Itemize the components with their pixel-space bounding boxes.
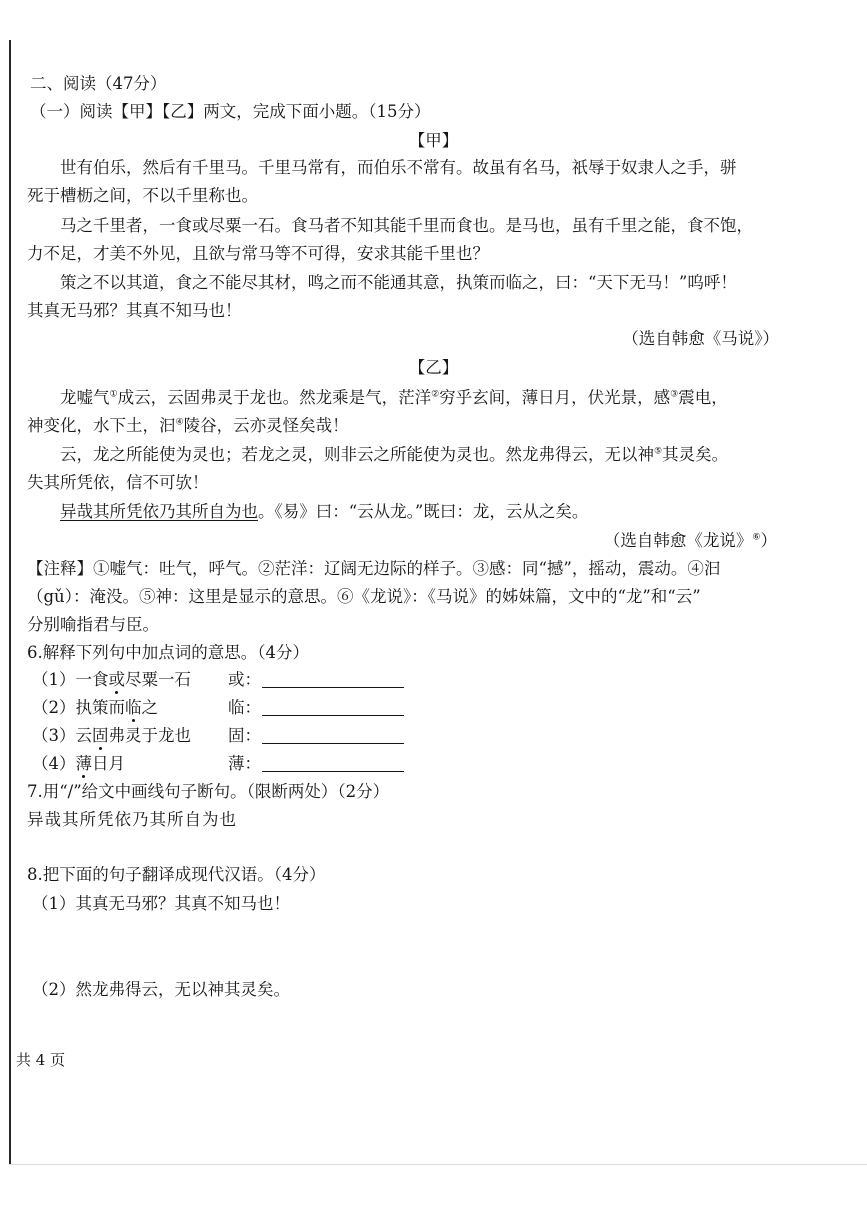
part-intro: （一）阅读【甲】【乙】两文，完成下面小题。（15分）	[30, 102, 431, 121]
jia-paragraph3-line1: 策之不以其道，食之不能尽其材，鸣之而不能通其意，执策而临之，曰：“天下无马！”呜呼！	[60, 273, 737, 292]
notes-line3: 分别喻指君与臣。	[27, 615, 159, 634]
section-title: 二、阅读（47分）	[30, 74, 167, 93]
footnote-marker: ④	[175, 417, 184, 428]
answer-blank-4[interactable]	[262, 771, 404, 772]
yi-paragraph2-line1: 云，龙之所能使为灵也；若龙之灵，则非云之所能使为灵也。然龙弗得云，无以神⑤其灵矣。	[60, 445, 729, 464]
dotted-word: 或	[108, 670, 125, 689]
question7-sentence: 异哉其所凭依乃其所自为也	[27, 810, 237, 829]
jia-paragraph2-line2: 力不足，才美不外见，且欲与常马等不可得，安求其能千里也？	[27, 244, 489, 263]
answer-blank-3[interactable]	[262, 743, 404, 744]
yi-source: （选自韩愈《龙说》⑥）	[603, 531, 777, 550]
yi-paragraph3: 异哉其所凭依乃其所自为也。《易》曰：“云从龙。”既曰：龙，云从之矣。	[60, 502, 589, 521]
footnote-marker: ②	[431, 389, 440, 400]
question6-item2: （2）执策而临之	[32, 698, 158, 717]
question6-item3-label: 固：	[228, 726, 261, 745]
yi-paragraph2-line2: 失其所凭依，信不可欤！	[27, 473, 209, 492]
notes-line2: （gǔ）：淹没。⑤神：这里是显示的意思。⑥《龙说》：《马说》的姊妹篇，文中的“龙”和“云”	[27, 587, 701, 606]
question6-item4-label: 薄：	[228, 754, 261, 773]
dotted-word: 固	[92, 726, 109, 745]
jia-paragraph2-line1: 马之千里者，一食或尽粟一石。食马者不知其能千里而食也。是马也，虽有千里之能，食不饱，	[60, 216, 753, 235]
footnote-marker: ⑤	[654, 446, 663, 457]
question6-item4: （4）薄日月	[32, 754, 125, 773]
answer-blank-2[interactable]	[262, 715, 404, 716]
question8-title: 8.把下面的句子翻译成现代汉语。（4分）	[27, 865, 326, 884]
notes-line1: 【注释】①嘘气：吐气，呼气。②茫洋：辽阔无边际的样子。③感：同“撼”，摇动，震动。④汩	[27, 559, 721, 578]
answer-blank-1[interactable]	[262, 687, 404, 688]
footnote-marker: ③	[670, 389, 679, 400]
yi-paragraph1-line2: 神变化，水下土，汩④陵谷，云亦灵怪矣哉！	[27, 416, 349, 435]
dotted-word: 薄	[75, 754, 92, 773]
bottom-border-line	[9, 1164, 867, 1165]
jia-paragraph1-line1: 世有伯乐，然后有千里马。千里马常有，而伯乐不常有。故虽有名马，祇辱于奴隶人之手，骈	[60, 158, 737, 177]
question6-item1: （1）一食或尽粟一石	[32, 670, 191, 689]
question8-sentence2: （2）然龙弗得云，无以神其灵矣。	[32, 980, 290, 999]
underlined-sentence: 异哉其所凭依乃其所自为也	[60, 502, 258, 521]
left-border-line	[9, 40, 11, 1165]
jia-paragraph3-line2: 其真无马邪？其真不知马也！	[27, 301, 242, 320]
question7-title: 7.用“/”给文中画线句子断句。（限断两处）（2分）	[27, 782, 390, 801]
dotted-word: 临	[125, 698, 142, 717]
yi-heading: 【乙】	[408, 358, 459, 377]
question6-title: 6.解释下列句中加点词的意思。（4分）	[27, 643, 309, 662]
footnote-marker: ⑥	[752, 532, 761, 543]
jia-paragraph1-line2: 死于槽枥之间，不以千里称也。	[27, 186, 258, 205]
question8-sentence1: （1）其真无马邪？其真不知马也！	[32, 894, 290, 913]
jia-source: （选自韩愈《马说》）	[622, 329, 779, 348]
question6-item3: （3）云固弗灵于龙也	[32, 726, 191, 745]
question6-item2-label: 临：	[228, 698, 261, 717]
page-footer: 共 4 页	[16, 1051, 66, 1069]
jia-heading: 【甲】	[408, 131, 459, 150]
question6-item1-label: 或：	[228, 670, 261, 689]
footnote-marker: ①	[109, 389, 118, 400]
yi-paragraph1-line1: 龙嘘气①成云，云固弗灵于龙也。然龙乘是气，茫洋②穷乎玄间，薄日月，伏光景，感③震电，	[60, 388, 728, 407]
